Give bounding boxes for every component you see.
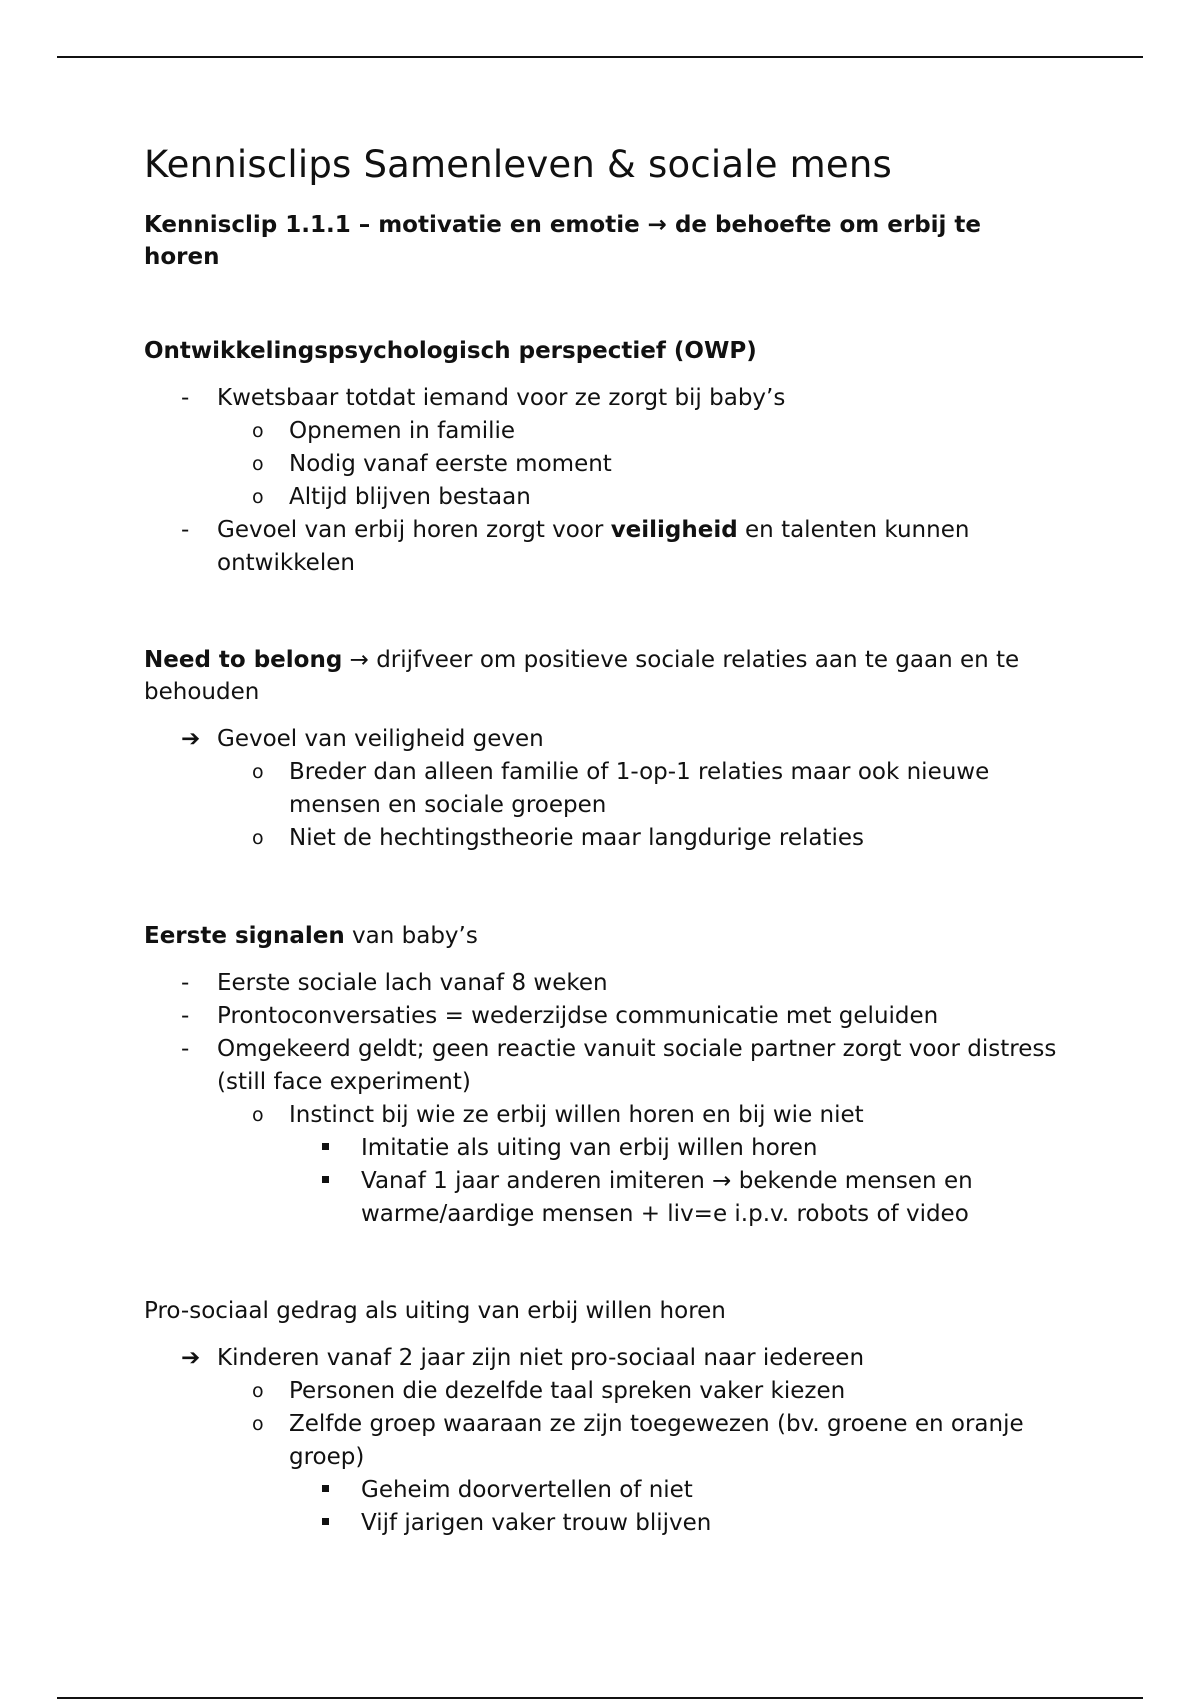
list-item: Vijf jarigen vaker trouw blijven	[144, 1507, 1064, 1540]
arrow-bullet-icon: ➔	[181, 726, 201, 752]
clip-subtitle: Kennisclip 1.1.1 – motivatie en emotie → de behoefte om erbij te horen	[144, 212, 982, 270]
signals-heading-bold: Eerste signalen	[144, 923, 345, 949]
list-item: o Nodig vanaf eerste moment	[144, 448, 1064, 481]
dash-bullet: -	[181, 1036, 190, 1062]
circle-bullet: o	[252, 1104, 264, 1126]
list-item: o Opnemen in familie	[144, 415, 1064, 448]
list-item: o Instinct bij wie ze erbij willen horen en bij wie niet	[144, 1099, 1064, 1132]
square-bullet-icon	[322, 1474, 346, 1507]
dash-bullet: -	[181, 1003, 190, 1029]
owp-list	[144, 382, 1064, 580]
list-item: Vanaf 1 jaar anderen imiteren → bekende mensen en warme/aardige mensen + liv=e i.p.v. robots of video	[144, 1165, 1064, 1231]
document-title: Kennisclips Samenleven & sociale mens	[144, 143, 892, 186]
signals-heading-text: van baby’s	[344, 923, 478, 949]
list-item: o Personen die dezelfde taal spreken vaker kiezen	[144, 1375, 1064, 1408]
top-rule	[57, 56, 1143, 58]
list-item: o Zelfde groep waaraan ze zijn toegewezen (bv. groene en oranje groep)	[144, 1408, 1064, 1474]
list-item: - Omgekeerd geldt; geen reactie vanuit sociale partner zorgt voor distress (still face experiment)	[144, 1033, 1064, 1099]
document-body	[144, 140, 1064, 1540]
list-item: ➔ Gevoel van veiligheid geven	[144, 723, 1064, 756]
emphasis-veiligheid: veiligheid	[610, 517, 738, 543]
list-item: - Gevoel van erbij horen zorgt voor veiligheid en talenten kunnen ontwikkelen	[144, 514, 1064, 580]
signals-list	[144, 967, 1064, 1231]
arrow-bullet-icon: ➔	[181, 1345, 201, 1371]
dash-bullet: -	[181, 385, 190, 411]
list-item: o Altijd blijven bestaan	[144, 481, 1064, 514]
circle-bullet: o	[252, 453, 264, 475]
belong-heading-text: → drijfveer om positieve sociale relaties aan te gaan en te behouden	[144, 647, 1020, 705]
list-item: - Eerste sociale lach vanaf 8 weken	[144, 967, 1064, 1000]
list-item: - Prontoconversaties = wederzijdse communicatie met geluiden	[144, 1000, 1064, 1033]
circle-bullet: o	[252, 827, 264, 849]
circle-bullet: o	[252, 1413, 264, 1435]
bottom-rule	[57, 1697, 1143, 1699]
belong-heading	[144, 644, 1064, 708]
prosocial-list	[144, 1342, 1064, 1540]
list-item: - Kwetsbaar totdat iemand voor ze zorgt bij baby’s	[144, 382, 1064, 415]
dash-bullet: -	[181, 970, 190, 996]
prosocial-heading: Pro-sociaal gedrag als uiting van erbij willen horen	[144, 1298, 726, 1324]
list-item: o Breder dan alleen familie of 1-op-1 relaties maar ook nieuwe mensen en sociale groepen	[144, 756, 1064, 822]
list-item: Imitatie als uiting van erbij willen horen	[144, 1132, 1064, 1165]
square-bullet-icon	[322, 1507, 346, 1540]
belong-list	[144, 723, 1064, 855]
dash-bullet: -	[181, 517, 190, 543]
signals-heading	[144, 920, 1064, 952]
list-item: ➔ Kinderen vanaf 2 jaar zijn niet pro-sociaal naar iedereen	[144, 1342, 1064, 1375]
square-bullet-icon	[322, 1165, 346, 1198]
square-bullet-icon	[322, 1132, 346, 1165]
circle-bullet: o	[252, 1380, 264, 1402]
owp-heading-text: Ontwikkelingspsychologisch perspectief (OWP)	[144, 338, 757, 364]
circle-bullet: o	[252, 420, 264, 442]
belong-heading-bold: Need to belong	[144, 647, 343, 673]
circle-bullet: o	[252, 486, 264, 508]
list-item: Geheim doorvertellen of niet	[144, 1474, 1064, 1507]
list-item: o Niet de hechtingstheorie maar langdurige relaties	[144, 822, 1064, 855]
owp-heading	[144, 335, 1064, 367]
circle-bullet: o	[252, 761, 264, 783]
